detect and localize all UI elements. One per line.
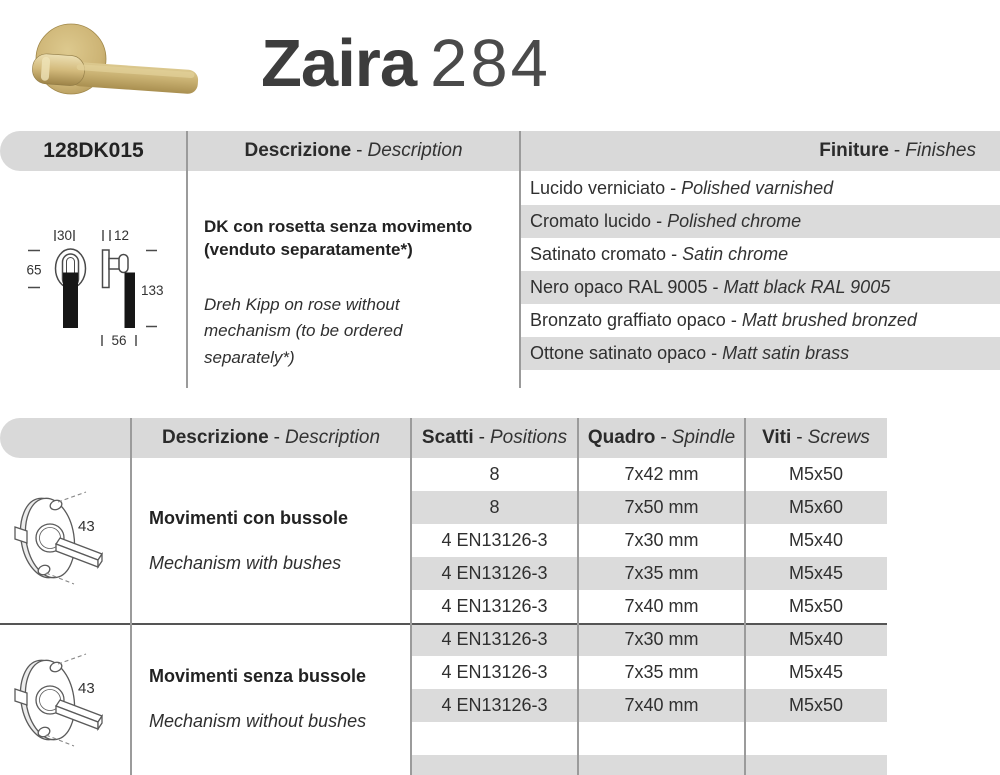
screws-column-header: Viti - Screws (762, 427, 870, 448)
image-column-header (0, 418, 131, 458)
dim-rose-height: 65 (26, 262, 42, 278)
mechanism-drawing-1 (12, 488, 117, 588)
lever-front-silhouette (63, 273, 78, 329)
finish-row: Ottone satinato opaco - Matt satin brass (520, 337, 1000, 370)
table2-divider-2 (410, 418, 412, 775)
table2-divider-3 (577, 418, 579, 775)
table1-divider-2 (519, 131, 521, 388)
finishes-list (520, 172, 1000, 370)
table-row: 8 7x42 mm M5x50 (489, 464, 844, 484)
table-row: 4 EN13126-3 7x40 mm M5x50 (441, 596, 844, 616)
table-row: 4 EN13126-3 7x35 mm M5x45 (411, 557, 887, 590)
table-row: 4 EN13126-3 7x40 mm M5x50 (411, 689, 887, 722)
product-table-header (0, 131, 1000, 171)
mechanism-dim-label: 43 (78, 518, 95, 535)
dimension-drawing (0, 171, 187, 388)
product-code: 128DK015 (43, 139, 144, 162)
description-english: Dreh Kipp on rose without mechanism (to be ordered separately*) (204, 294, 403, 367)
mechanism-dim-label: 43 (78, 680, 95, 697)
product-photo (8, 16, 213, 121)
positions-column-header: Scatti - Positions (421, 427, 568, 448)
product-name: Zaira (261, 26, 417, 101)
dim-plate-width: 12 (114, 228, 130, 243)
description-italian: DK con rosetta senza movimento (venduto separatamente*) (204, 217, 473, 259)
table-row: 4 EN13126-3 7x30 mm M5x40 (411, 623, 887, 656)
dim-projection: 56 (111, 333, 127, 348)
finish-row: Bronzato graffiato opaco - Matt brushed bronzed (530, 310, 917, 330)
finishes-column-header: Finiture - Finishes (819, 140, 976, 161)
spindle-column-header: Quadro - Spindle (587, 427, 736, 448)
dim-handle-length: 133 (141, 283, 164, 298)
finish-row: Nero opaco RAL 9005 - Matt black RAL 9005 (520, 271, 1000, 304)
description-column-header: Descrizione - Description (244, 140, 463, 161)
table1-divider-1 (186, 131, 188, 388)
mechanism-group-2-label: Movimenti senza bussole Mechanism without bushes (149, 666, 367, 731)
mechanism-table-header (0, 418, 887, 458)
dim-rose-width: 30 (56, 228, 73, 243)
table-row: 4 EN13126-3 7x35 mm M5x45 (441, 662, 844, 682)
product-description-cell (187, 171, 520, 388)
table2-divider-4 (744, 418, 746, 775)
table-row: 4 EN13126-3 7x30 mm M5x40 (441, 530, 844, 550)
table-row: 8 7x50 mm M5x60 (411, 491, 887, 524)
mechanism-drawing-2 (12, 650, 117, 750)
finish-row: Cromato lucido - Polished chrome (520, 205, 1000, 238)
page-title (261, 26, 551, 101)
lever-side-silhouette (125, 273, 136, 329)
table2-divider-1 (130, 418, 132, 775)
table-row (411, 755, 887, 775)
group-separator-line (0, 623, 887, 625)
finish-row: Lucido verniciato - Polished varnished (530, 178, 834, 198)
product-number: 284 (430, 26, 551, 101)
finish-row: Satinato cromato - Satin chrome (530, 244, 789, 264)
table-row (411, 722, 887, 755)
mechanism-rows (411, 458, 887, 775)
mechanism-group-1-label: Movimenti con bussole Mechanism with bushes (149, 507, 349, 573)
product-table (0, 131, 1000, 388)
mechanism-table (0, 418, 887, 775)
description-column-header: Descrizione - Description (161, 427, 381, 448)
